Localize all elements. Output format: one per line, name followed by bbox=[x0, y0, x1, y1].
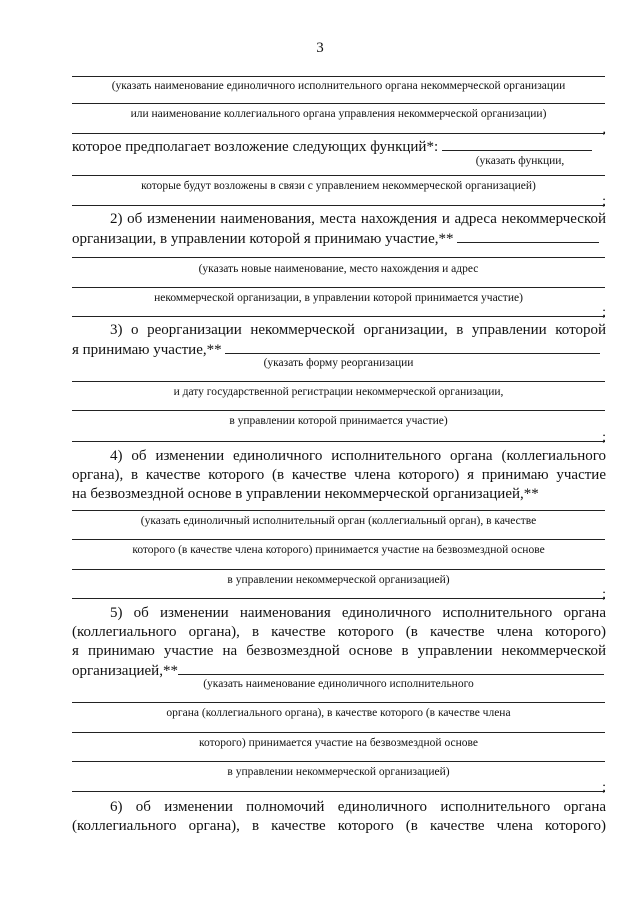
line-end-comma: , bbox=[602, 122, 606, 137]
paragraph-line: организации, в управлении которой я принимаю участие,** bbox=[72, 229, 606, 248]
line-end-semicolon: ; bbox=[602, 780, 606, 795]
blank-line bbox=[72, 257, 605, 258]
paragraph-line: 5) об изменении наименования единоличного исполнительного органа bbox=[110, 605, 606, 621]
paragraph-line: я принимаю участие,** bbox=[72, 340, 606, 359]
fill-blank bbox=[442, 137, 592, 151]
paragraph-line: органа), в качестве которого (в качестве члена которого) я принимаю участие bbox=[72, 467, 606, 483]
caption: или наименование коллегиального органа управления некоммерческой организации) bbox=[130, 108, 547, 120]
blank-line bbox=[72, 103, 605, 104]
blank-line bbox=[72, 510, 605, 511]
blank-line bbox=[72, 761, 605, 762]
paragraph-line: 4) об изменении единоличного исполнительного органа (коллегиального bbox=[110, 448, 606, 464]
paragraph-line: 2) об изменении наименования, места нахождения и адреса некоммерческой bbox=[110, 211, 606, 227]
caption: органа (коллегиального органа), в качестве которого (в качестве члена bbox=[166, 707, 511, 719]
blank-line bbox=[72, 205, 605, 206]
caption: и дату государственной регистрации некоммерческой организации, bbox=[173, 386, 504, 398]
blank-line bbox=[72, 539, 605, 540]
blank-line bbox=[72, 410, 605, 411]
fill-blank bbox=[457, 229, 599, 243]
caption: (указать наименование единоличного исполнительного bbox=[203, 678, 474, 690]
caption: некоммерческой организации, в управлении которой принимается участие) bbox=[154, 292, 523, 304]
blank-line bbox=[72, 287, 605, 288]
fill-blank bbox=[178, 661, 604, 675]
blank-line bbox=[72, 76, 605, 77]
blank-line bbox=[72, 569, 605, 570]
caption: которого) принимается участие на безвозмездной основе bbox=[199, 737, 478, 749]
line-end-semicolon: ; bbox=[602, 194, 606, 209]
blank-line bbox=[72, 791, 605, 792]
blank-line bbox=[72, 598, 605, 599]
blank-line bbox=[72, 175, 605, 176]
caption: (указать наименование единоличного исполнительного органа некоммерческой организации bbox=[111, 80, 566, 92]
caption: (указать форму реорганизации bbox=[263, 357, 414, 369]
caption: которого (в качестве члена которого) принимается участие на безвозмездной основе bbox=[132, 544, 545, 556]
caption: в управлении некоммерческой организацией) bbox=[227, 766, 450, 778]
caption: (указать единоличный исполнительный орган (коллегиальный орган), в качестве bbox=[140, 515, 537, 527]
caption: (указать новые наименование, место нахождения и адрес bbox=[198, 263, 479, 275]
paragraph-line: 3) о реорганизации некоммерческой организации, в управлении которой bbox=[110, 322, 606, 338]
fill-blank bbox=[225, 340, 600, 354]
line-end-semicolon: ; bbox=[602, 305, 606, 320]
blank-line bbox=[72, 133, 605, 134]
caption: (указать функции, bbox=[475, 155, 565, 167]
blank-line bbox=[72, 381, 605, 382]
paragraph-line: которое предполагает возложение следующих функций*: bbox=[72, 137, 606, 156]
blank-line bbox=[72, 702, 605, 703]
caption: в управлении которой принимается участие) bbox=[229, 415, 448, 427]
paragraph-line: 6) об изменении полномочий единоличного исполнительного органа bbox=[110, 799, 606, 815]
blank-line bbox=[72, 732, 605, 733]
line-end-semicolon: ; bbox=[602, 430, 606, 445]
caption: которые будут возложены в связи с управлением некоммерческой организацией) bbox=[141, 180, 536, 192]
paragraph-line: организацией,** bbox=[72, 661, 606, 680]
paragraph-line: я принимаю участие на безвозмездной основе в управлении некоммерческой bbox=[72, 643, 606, 659]
paragraph-line: на безвозмездной основе в управлении некоммерческой организацией,** bbox=[72, 486, 539, 502]
caption: в управлении некоммерческой организацией) bbox=[227, 574, 450, 586]
blank-line bbox=[72, 441, 605, 442]
paragraph-line: (коллегиального органа), в качестве которого (в качестве члена которого) bbox=[72, 624, 606, 640]
paragraph-line: (коллегиального органа), в качестве которого (в качестве члена которого) bbox=[72, 818, 606, 834]
blank-line bbox=[72, 316, 605, 317]
line-end-semicolon: ; bbox=[602, 587, 606, 602]
page-number: 3 bbox=[316, 40, 324, 56]
